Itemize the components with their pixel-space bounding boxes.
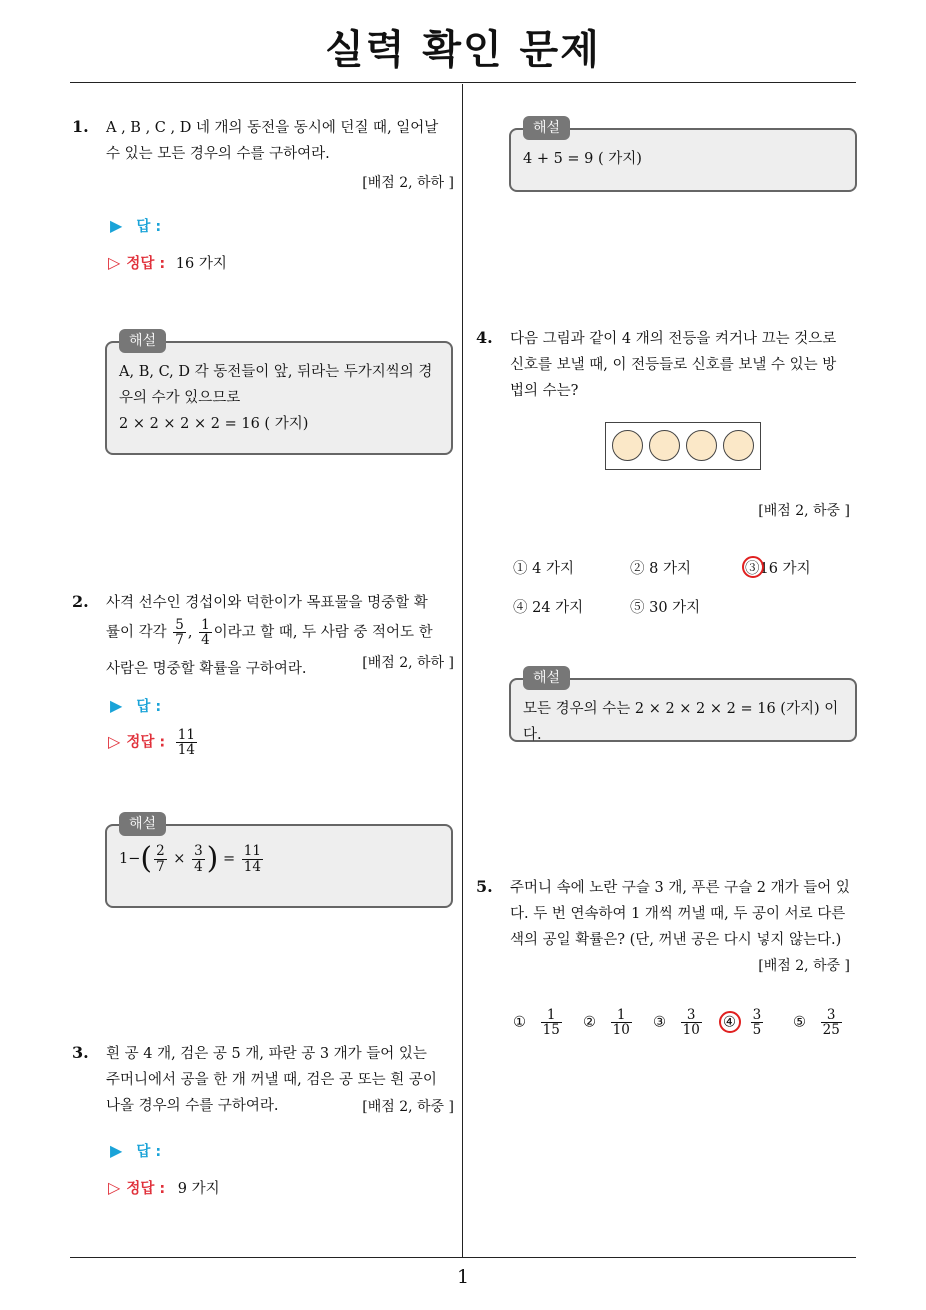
choice-1[interactable] [513, 1008, 564, 1037]
column-divider [462, 84, 463, 1258]
explanation-formula [119, 841, 439, 876]
fraction [199, 618, 212, 647]
question-2-score: [배점 2, 하하 ] [362, 655, 454, 671]
denominator: 4 [201, 632, 210, 649]
question-3-correct [108, 1177, 220, 1198]
selected-mark-icon [719, 1011, 741, 1033]
denominator: 5 [752, 1022, 762, 1039]
correct-label: 정답 : [126, 256, 166, 272]
question-3-answer-prompt [110, 1140, 161, 1161]
explanation-tag: 해설 [523, 116, 570, 140]
choice-mark: ① [513, 1014, 526, 1031]
question-3-line-3: 나올 경우의 수를 구하여라. [106, 1098, 279, 1114]
question-2-line-2b: 이라고 할 때, 두 사람 중 적어도 한 [213, 624, 433, 641]
question-3-number: 3. [72, 1043, 89, 1062]
page-number: 1 [456, 1266, 470, 1288]
right-paren-icon: ) [206, 841, 219, 876]
choice-5[interactable]: ⑤ 30 가지 [630, 600, 701, 616]
fraction [173, 618, 186, 647]
numerator: 11 [243, 843, 261, 860]
choice-1[interactable]: ① 4 가지 [513, 561, 574, 577]
question-1-explanation [105, 333, 453, 455]
left-paren-icon: ( [140, 841, 153, 876]
lamp-figure [605, 422, 761, 470]
fraction [242, 844, 263, 873]
fraction [192, 844, 205, 873]
correct-triangle-icon: ▷ [108, 731, 121, 751]
choice-mark: ⑤ [793, 1014, 806, 1031]
question-5-line-2: 다. 두 번 연속하여 1 개씩 꺼낼 때, 두 공이 서로 다른 [510, 906, 846, 922]
question-1-answer-prompt [110, 215, 161, 236]
question-4-explanation [509, 670, 857, 743]
correct-triangle-icon: ▷ [108, 1178, 121, 1197]
denominator: 4 [194, 858, 203, 875]
lamp-2 [649, 430, 680, 461]
choice-3[interactable]: ③16 가지 [745, 561, 811, 577]
question-4-score: [배점 2, 하중 ] [758, 503, 850, 519]
denominator: 7 [175, 632, 184, 649]
question-5-line-1: 주머니 속에 노란 구슬 3 개, 푸른 구슬 2 개가 들어 있 [510, 880, 850, 896]
explanation-line-3: 2 × 2 × 2 × 2 = 16 ( 가지) [119, 416, 309, 432]
numerator: 3 [826, 1007, 836, 1023]
choice-mark: ② [583, 1014, 596, 1031]
denominator: 10 [612, 1022, 630, 1039]
answer-triangle-icon: ▶ [110, 1141, 123, 1160]
question-2-line-3: 사람은 명중할 확률을 구하여라. [106, 661, 307, 677]
denominator: 14 [243, 858, 261, 875]
answer-label: 답 : [136, 1144, 162, 1160]
explanation-line-2: 우의 수가 있으므로 [119, 390, 241, 406]
question-1-line-2: 수 있는 모든 경우의 수를 구하여라. [106, 146, 330, 162]
correct-label: 정답 : [126, 734, 166, 751]
question-1-number: 1. [72, 117, 89, 136]
explanation-tag: 해설 [119, 329, 166, 353]
denominator: 14 [177, 742, 195, 759]
answer-triangle-icon: ▶ [110, 216, 123, 235]
equals-sign: = [222, 851, 236, 867]
top-divider [70, 82, 856, 83]
times-sign: × [173, 851, 186, 867]
question-4-text [510, 326, 860, 404]
question-2-number: 2. [72, 592, 89, 611]
question-1-correct [108, 252, 227, 273]
question-4-line-1: 다음 그림과 같이 4 개의 전등을 켜거나 끄는 것으로 [510, 331, 837, 347]
denominator: 10 [682, 1022, 700, 1039]
question-2-explanation [105, 816, 453, 908]
question-3-line-2: 주머니에서 공을 한 개 꺼낼 때, 검은 공 또는 흰 공이 [106, 1072, 437, 1088]
numerator: 1 [546, 1007, 556, 1023]
explanation-tag: 해설 [119, 812, 166, 836]
choice-3[interactable] [653, 1008, 704, 1037]
fraction [541, 1008, 562, 1037]
lamp-1 [612, 430, 643, 461]
bottom-divider [70, 1257, 856, 1258]
correct-label: 정답 : [126, 1181, 166, 1197]
question-2-correct-fraction [176, 728, 197, 757]
fraction [681, 1008, 702, 1037]
lamp-3 [686, 430, 717, 461]
denominator: 15 [542, 1022, 560, 1039]
question-5-score: [배점 2, 하중 ] [758, 958, 850, 974]
question-5-text [510, 875, 862, 953]
answer-label: 답 : [136, 699, 162, 715]
selected-mark-icon [742, 556, 764, 578]
lamp-4 [723, 430, 754, 461]
question-2-line-2 [106, 618, 456, 652]
question-1-text [106, 115, 456, 167]
denominator: 25 [822, 1022, 840, 1039]
question-2-line-1: 사격 선수인 경섭이와 덕한이가 목표물을 명중할 확 [106, 595, 428, 611]
choice-2[interactable] [583, 1008, 634, 1037]
numerator: 1 [201, 617, 210, 633]
fraction [821, 1008, 842, 1037]
explanation-line: 4 + 5 = 9 ( 가지) [523, 151, 642, 167]
formula-prefix: 1− [119, 851, 141, 867]
question-3-line-1: 흰 공 4 개, 검은 공 5 개, 파란 공 3 개가 들어 있는 [106, 1046, 427, 1062]
answer-triangle-icon: ▶ [110, 696, 123, 715]
question-2-answer-prompt [110, 695, 161, 716]
numerator: 1 [616, 1007, 626, 1023]
choice-mark: ③ [653, 1014, 666, 1031]
comma: , [187, 624, 193, 641]
question-4-line-3: 법의 수는? [510, 383, 579, 399]
numerator: 11 [177, 727, 195, 743]
choice-4[interactable]: ④ 24 가지 [513, 600, 584, 616]
question-5-line-3: 색의 공일 확률은? (단, 꺼낸 공은 다시 넣지 않는다.) [510, 932, 842, 948]
fraction [154, 844, 167, 873]
question-3-score: [배점 2, 하중 ] [362, 1099, 454, 1115]
question-1-correct-value: 16 가지 [175, 256, 227, 272]
question-1-score: [배점 2, 하하 ] [362, 175, 454, 191]
fraction [611, 1008, 632, 1037]
numerator: 3 [752, 1007, 762, 1023]
denominator: 7 [156, 858, 165, 875]
choice-5[interactable] [793, 1008, 844, 1037]
question-3-explanation [509, 120, 857, 192]
correct-triangle-icon: ▷ [108, 253, 121, 272]
numerator: 2 [156, 843, 165, 860]
page-title: 실력 확인 문제 [325, 27, 601, 73]
explanation-tag: 해설 [523, 666, 570, 690]
question-2-correct [108, 728, 199, 757]
numerator: 5 [175, 617, 184, 633]
explanation-line: 모든 경우의 수는 2 × 2 × 2 × 2 = 16 (가지) 이다. [523, 701, 839, 743]
question-5-number: 5. [476, 877, 493, 896]
question-2-line-2a: 률이 각각 [106, 624, 167, 641]
choice-mark: ④ [723, 1014, 736, 1031]
answer-label: 답 : [136, 219, 162, 235]
question-3-correct-value: 9 가지 [177, 1181, 220, 1197]
question-1-line-1: A , B , C , D 네 개의 동전을 동시에 던질 때, 일어날 [106, 120, 439, 136]
explanation-line-1: A, B, C, D 각 동전들이 앞, 뒤라는 두가지씩의 경 [119, 364, 433, 380]
question-4-number: 4. [476, 328, 493, 347]
fraction [751, 1008, 764, 1037]
numerator: 3 [194, 843, 203, 860]
choice-2[interactable]: ② 8 가지 [630, 561, 691, 577]
question-4-line-2: 신호를 보낼 때, 이 전등들로 신호를 보낼 수 있는 방 [510, 357, 837, 373]
numerator: 3 [686, 1007, 696, 1023]
